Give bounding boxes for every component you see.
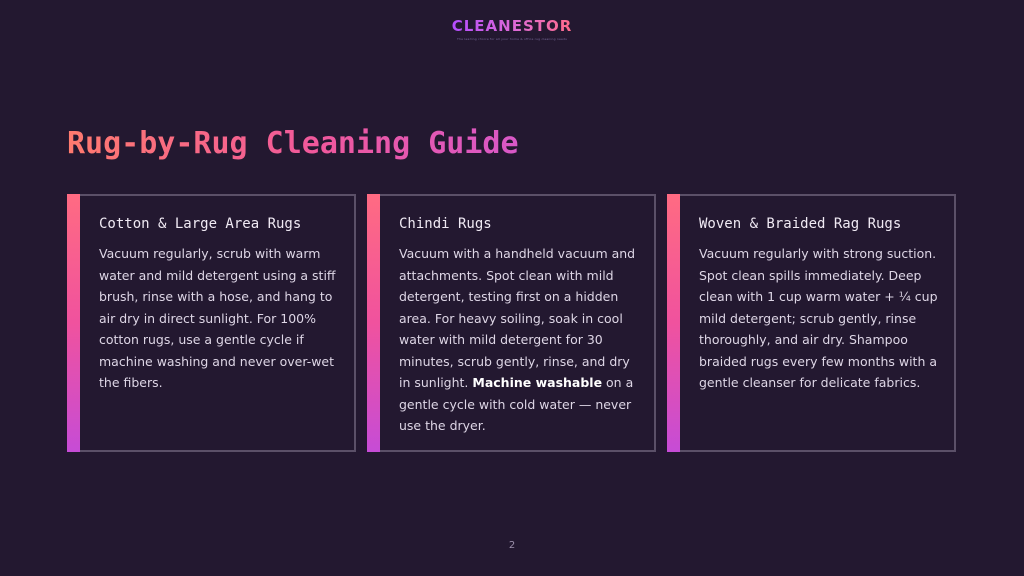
- card-rag-rugs: [667, 194, 956, 452]
- card-heading: Woven & Braided Rag Rugs: [699, 216, 902, 232]
- card-accent-bar: [667, 194, 680, 452]
- brand-logo: [0, 16, 1024, 41]
- card-body: Vacuum regularly with strong suction. Spot clean spills immediately. Deep clean with 1 cup warm water + ¼ cup mild detergent; scrub gently, rinse thoroughly, and air dry. Shampoo braided rugs every few months with a gentle cleanser for delicate fabrics.: [699, 246, 938, 390]
- card-cotton-rugs: [67, 194, 356, 452]
- slide-title: Rug-by-Rug Cleaning Guide: [67, 126, 519, 161]
- card-body-text-end: on a gentle cycle with cold water — never use the dryer.: [399, 375, 634, 433]
- card-accent-bar: [67, 194, 80, 452]
- card-chindi-rugs: [367, 194, 656, 452]
- card-body-bold: Machine washable: [472, 375, 603, 390]
- card-accent-bar: [367, 194, 380, 452]
- card-body-text: Vacuum with a handheld vacuum and attachments. Spot clean with mild detergent, testing first on a hidden area. For heavy soiling, soak in cool water with mild detergent for 30 minutes, scrub gently, rinse, and dry in sunlight.: [399, 246, 636, 390]
- brand-name: CLEANESTOR: [451, 17, 573, 35]
- brand-tagline: The leading choice for all your home & office rug cleaning needs: [457, 37, 567, 41]
- card-body: Vacuum regularly, scrub with warm water and mild detergent using a stiff brush, rinse with a hose, and hang to air dry in direct sunlight. For 100% cotton rugs, use a gentle cycle if machine washing and never over-wet the fibers.: [99, 246, 336, 390]
- card-body: [399, 243, 640, 437]
- card-heading: Cotton & Large Area Rugs: [99, 216, 302, 232]
- page-number: 2: [508, 540, 516, 551]
- card-heading: Chindi Rugs: [399, 216, 492, 232]
